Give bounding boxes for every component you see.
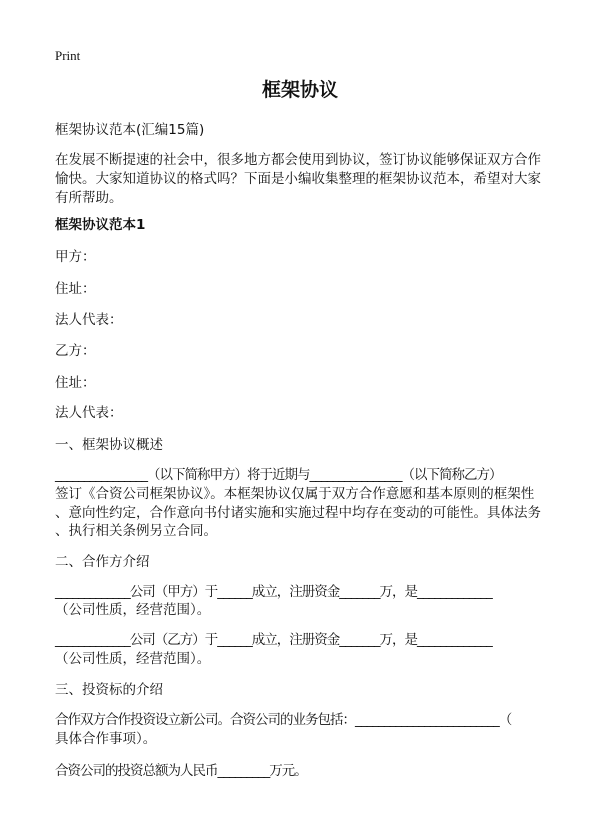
paragraph-line: 合作双方合作投资设立新公司。合资公司的业务包括：_________________________（ <box>55 712 512 728</box>
paragraph-line: 具体合作事项）。 <box>55 731 157 747</box>
subtitle: 框架协议范本(汇编15篇) <box>55 122 205 138</box>
paragraph-line: （公司性质，经营范围）。 <box>55 651 211 667</box>
intro-line: 愉快。大家知道协议的格式吗？下面是小编收集整理的框架协议范本，希望对大家 <box>55 171 541 187</box>
field-address-b: 住址： <box>55 375 96 391</box>
paragraph-line: 签订《合资公司框架协议》。本框架协议仅属于双方合作意愿和基本原则的框架性 <box>55 486 535 502</box>
paragraph-line: ________________（以下简称甲方）将于近期与________________（以下简称乙方） <box>55 467 502 483</box>
paragraph-line: 、意向性约定，合作意向书付诸实施和实施过程中均存在变动的可能性。具体法务 <box>55 505 541 521</box>
field-address-a: 住址： <box>55 281 96 297</box>
paragraph-line: _____________公司（乙方）于______成立，注册资金_______万，是_____________ <box>55 632 492 648</box>
heading-1: 一、框架协议概述 <box>55 437 163 453</box>
heading-2: 二、合作方介绍 <box>55 554 150 570</box>
paragraph-line: 、执行相关条例另立合同。 <box>55 523 217 539</box>
paragraph-line: （公司性质，经营范围）。 <box>55 602 211 618</box>
print-link[interactable]: Print <box>55 48 81 63</box>
field-party-a: 甲方： <box>55 249 96 265</box>
intro-line: 有所帮助。 <box>55 190 123 206</box>
section-title: 框架协议范本1 <box>55 217 146 233</box>
heading-3: 三、投资标的介绍 <box>55 682 163 698</box>
field-rep-b: 法人代表： <box>55 405 123 421</box>
page-title: 框架协议 <box>261 79 338 101</box>
field-rep-a: 法人代表： <box>55 312 123 328</box>
intro-line: 在发展不断提速的社会中，很多地方都会使用到协议，签订协议能够保证双方合作 <box>55 152 541 168</box>
field-party-b: 乙方： <box>55 343 96 359</box>
paragraph-line: 合资公司的投资总额为人民币_________万元。 <box>55 763 307 779</box>
paragraph-line: _____________公司（甲方）于______成立，注册资金_______万，是_____________ <box>55 584 492 600</box>
